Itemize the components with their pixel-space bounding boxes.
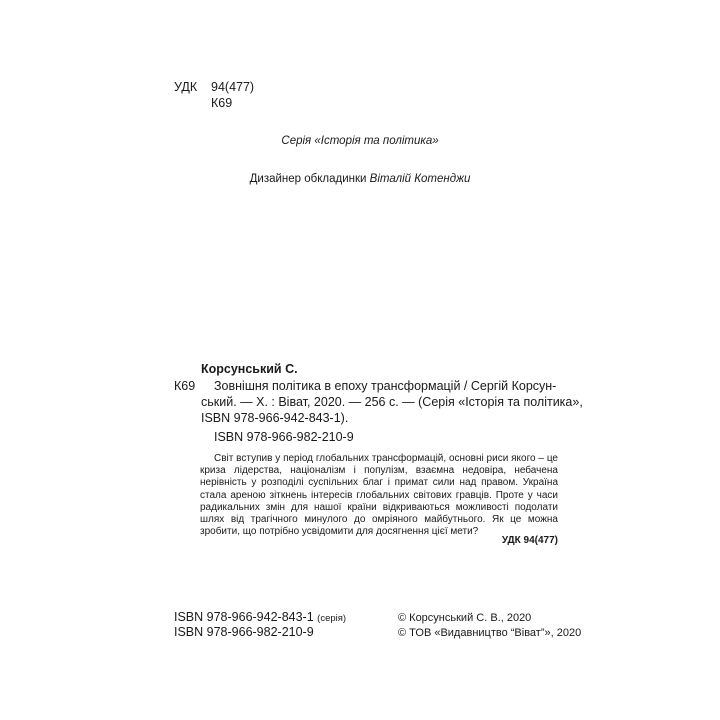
isbn-footer-note: (серія) (317, 613, 347, 624)
isbn-footer-number: ISBN 978-966-982-210-9 (174, 625, 314, 639)
udk-label: УДК (174, 80, 198, 94)
entry-isbn: ISBN 978-966-982-210-9 (214, 430, 354, 444)
udk-code: 94(477) (211, 80, 255, 94)
copyright-author: © Корсунський С. В., 2020 (398, 612, 532, 624)
copyright-publisher: © ТОВ «Видавництво “Віват”», 2020 (398, 627, 582, 639)
isbn-footer-1 (174, 610, 346, 626)
cover-designer-name: Віталій Котенджи (369, 173, 471, 185)
cover-designer-prefix: Дизайнер обкладинки (249, 173, 370, 185)
series-title: Серія «Історія та політика» (281, 135, 439, 147)
abstract (200, 453, 558, 538)
entry-line-3: ISBN 978-966-942-843-1). (201, 411, 349, 425)
udk-author-mark: К69 (211, 96, 233, 110)
cover-designer (0, 173, 720, 185)
isbn-footer-2 (174, 625, 314, 640)
isbn-footer-number: ISBN 978-966-942-843-1 (174, 610, 314, 624)
abstract-udk: УДК 94(477) (501, 535, 558, 546)
entry-mark: К69 (174, 379, 196, 393)
abstract-text: Світ вступив у період глобальних трансформацій, основні риси якого – це криза лідерства, націоналізм і популізм, взаємна недовіра, небачена нерівність у розподілі суспільних благ і примат сили над правом. Україна стала ареною зіткнень інтересів глобальних світових гравців. Проте у часи радикальних змін для нашої країни відкриваються можливості подолати шлях від трагічного минулого до омріяного майбутнього. Як це можна зробити, що потрібно усвідомити для досягнення цієї мети? (200, 453, 558, 538)
entry-author: Корсунський С. (201, 362, 298, 376)
entry-line-2: ський. — Х. : Віват, 2020. — 256 с. — (Серія «Історія та політика», (201, 395, 583, 409)
entry-line-1: Зовнішня політика в епоху трансформацій / Сергій Корсун- (214, 379, 557, 393)
